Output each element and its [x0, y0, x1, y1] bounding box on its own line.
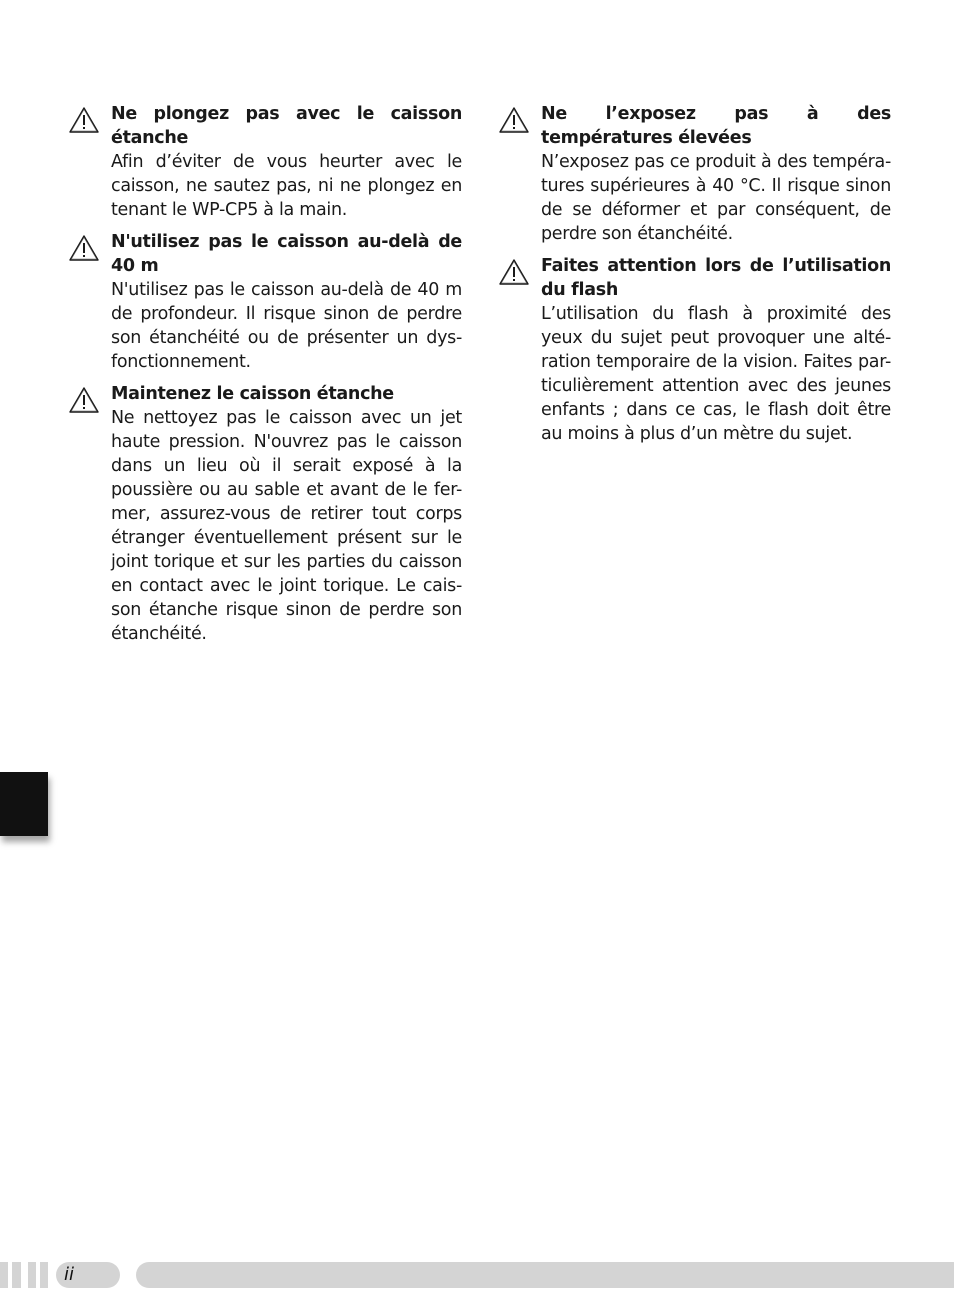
warning-triangle-icon [68, 106, 100, 134]
section-title: Ne plongez pas avec le caisson étanche [111, 104, 462, 148]
warning-triangle-icon [498, 258, 530, 286]
section-title: Maintenez le caisson étanche [111, 384, 394, 404]
section-body: Ne nettoyez pas le caisson avec un jet haute pression. N'ouvrez pas le caisson dans un lieu où il serait exposé à la poussière ou au sable et avant de le fer-mer, assurez-vous de retirer tout corps étranger éventuellement présent sur le joint torique et sur les parties du caisson en contact avec le joint torique. Le cais-son étanche risque sinon de perdre son étanchéité. [111, 408, 462, 644]
section-body: L’utilisation du flash à proximité des yeux du sujet peut provoquer une alté-ration temporaire de la vision. Faites par-ticulièrement attention avec des jeunes enfants ; dans ce cas, le flash doit être au moins à plus d’un mètre du sujet. [541, 304, 891, 444]
section-title: N'utilisez pas le caisson au-delà de 40 m [111, 232, 462, 276]
page-number: ii [64, 1264, 75, 1285]
warning-section [68, 102, 462, 222]
right-column [498, 102, 891, 454]
footer-stripe [40, 1262, 48, 1288]
footer-bar [136, 1262, 954, 1288]
section-body: Afin d’éviter de vous heurter avec le caisson, ne sautez pas, ni ne plongez en tenant le WP-CP5 à la main. [111, 152, 462, 220]
footer-stripe [28, 1262, 36, 1288]
warning-triangle-icon [498, 106, 530, 134]
section-title: Faites attention lors de l’utilisation du flash [541, 256, 891, 300]
section-body: N'utilisez pas le caisson au-delà de 40 m de profondeur. Il risque sinon de perdre son étanchéité ou de présenter un dys-fonctionnement. [111, 280, 462, 372]
warning-triangle-icon [68, 386, 100, 414]
warning-section [68, 230, 462, 374]
section-body: N’exposez pas ce produit à des tempéra-tures supérieures à 40 °C. Il risque sinon de se déformer et par conséquent, de perdre son étanchéité. [541, 152, 891, 244]
warning-section [498, 102, 891, 246]
warning-triangle-icon [68, 234, 100, 262]
warning-section [498, 254, 891, 446]
chapter-tab [0, 772, 48, 836]
footer-stripe [12, 1262, 21, 1288]
footer-stripe [0, 1262, 8, 1288]
warning-section [68, 382, 462, 646]
left-column [68, 102, 462, 654]
section-title: Ne l’exposez pas à des températures élevées [541, 104, 891, 148]
